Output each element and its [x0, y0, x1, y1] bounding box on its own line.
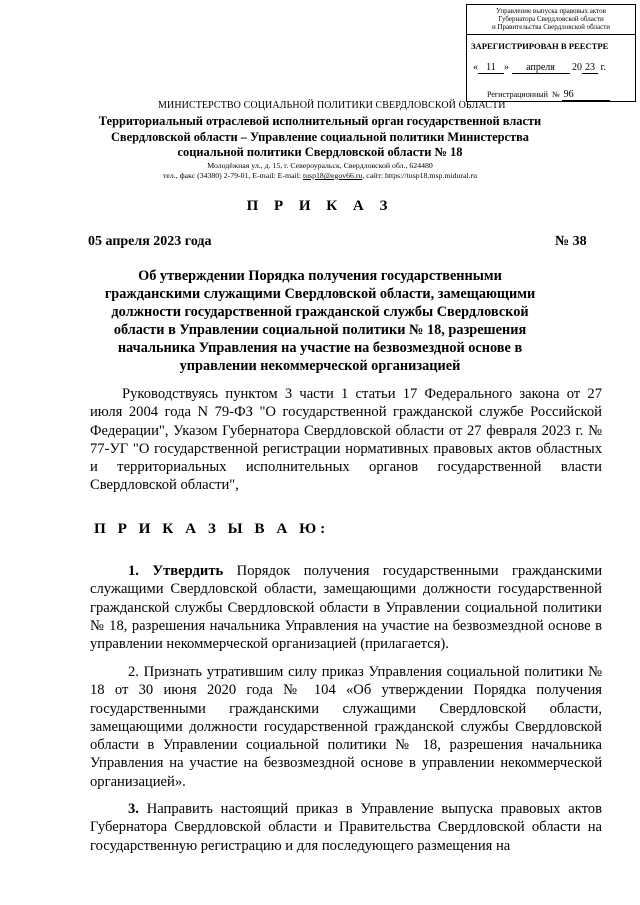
ministry-name: МИНИСТЕРСТВО СОЦИАЛЬНОЙ ПОЛИТИКИ СВЕРДЛОВСКОЙ ОБЛАСТИ — [158, 100, 506, 111]
document-number: № 38 — [555, 234, 587, 249]
stamp-registered-label: ЗАРЕГИСТРИРОВАН В РЕЕСТРЕ — [471, 41, 609, 51]
stamp-authority-line: и Правительства Свердловской области — [491, 23, 611, 31]
address-line: Молодёжная ул., д. 15, г. Североуральск, Свердловской обл., 624480 — [207, 161, 433, 170]
paragraph-1 — [90, 562, 602, 653]
preamble: Руководствуясь пунктом 3 части 1 статьи 17 Федерального закона от 27 июля 2004 года N 79-ФЗ "О государственной гражданской службе Российской Федерации", Указом Губернатора Свердловской области от 27 февраля 2023 г. № 77-УГ "О государственной регистрации нормативных правовых актов областных и территориальных исполнительных органов государственной власти Свердловской области", — [90, 386, 602, 494]
contacts-line — [96, 171, 544, 181]
organization-name — [96, 114, 544, 161]
contacts-prefix: тел., факс (34380) 2-79-01, E-mail: E-mail: — [162, 171, 303, 180]
order-heading: П Р И К А З Ы В А Ю: — [94, 520, 330, 537]
stamp-year-prefix: 20 — [572, 62, 582, 73]
org-line: Территориальный отраслевой исполнительный орган государственной власти — [98, 114, 542, 128]
email-link[interactable]: tusp18@egov66.ru — [302, 171, 363, 180]
stamp-day: 11 — [478, 62, 504, 74]
stamp-date: « 11 » апреля 20 23 г. — [473, 62, 606, 73]
stamp-authority — [467, 5, 635, 35]
paragraph-3 — [90, 800, 602, 855]
document-date: 05 апреля 2023 года — [88, 234, 212, 249]
stamp-authority-line: Управление выпуска правовых актов — [496, 7, 606, 15]
paragraph-3-text: Направить настоящий приказ в Управление выпуска правовых актов Губернатора Свердловской области и Правительства Свердловской области на государственную регистрацию и для последующего размещения на — [90, 801, 602, 854]
stamp-authority-line: Губернатора Свердловской области — [498, 15, 604, 23]
paragraph-1-text: Порядок получения государственными гражданскими служащими Свердловской области, замещающими должности государственной гражданской службы Свердловской области в Управлении социальной политики № 18, разрешения начальника Управления на участие на безвозмездной основе в управлении некоммерческой организацией (прилагается). — [90, 563, 603, 653]
stamp-reg-number: 96 — [562, 89, 610, 101]
stamp-reg-label: Регистрационный — [487, 90, 548, 99]
stamp-year-abbr: г. — [600, 62, 606, 73]
paragraph-2: 2. Признать утратившим силу приказ Управления социальной политики № 18 от 30 июня 2020 года № 104 «Об утверждении Порядка получения государственными гражданскими служащими Свердловской области, замещающими должности государственной гражданской службы Свердловской области в Управлении социальной политики № 18, разрешения начальника Управления на участие на безвозмездной основе в управлении некоммерческой организацией». — [90, 664, 602, 790]
document-title: Об утверждении Порядка получения государственными гражданскими служащими Свердловской области, замещающими должности государственной гражданской службы Свердловской области в Управлении социальной политики № 18, разрешения начальника Управления на участие на безвозмездной основе в управлении некоммерческой организацией — [104, 268, 536, 374]
registration-stamp — [466, 4, 636, 102]
stamp-month: апреля — [512, 62, 570, 74]
contacts-suffix: , сайт: https://tusp18.msp.midural.ru — [362, 171, 478, 180]
org-line: Свердловской области – Управление социальной политики Министерства — [110, 129, 529, 144]
stamp-no-sign: № — [551, 90, 560, 99]
document-type: П Р И К А З — [246, 198, 394, 214]
org-line: социальной политики Свердловской области № 18 — [177, 145, 463, 159]
contact-block — [96, 161, 544, 181]
paragraph-1-lead: 1. Утвердить — [128, 563, 224, 579]
paragraph-3-lead: 3. — [128, 801, 139, 817]
stamp-year-suffix: 23 — [582, 62, 598, 74]
